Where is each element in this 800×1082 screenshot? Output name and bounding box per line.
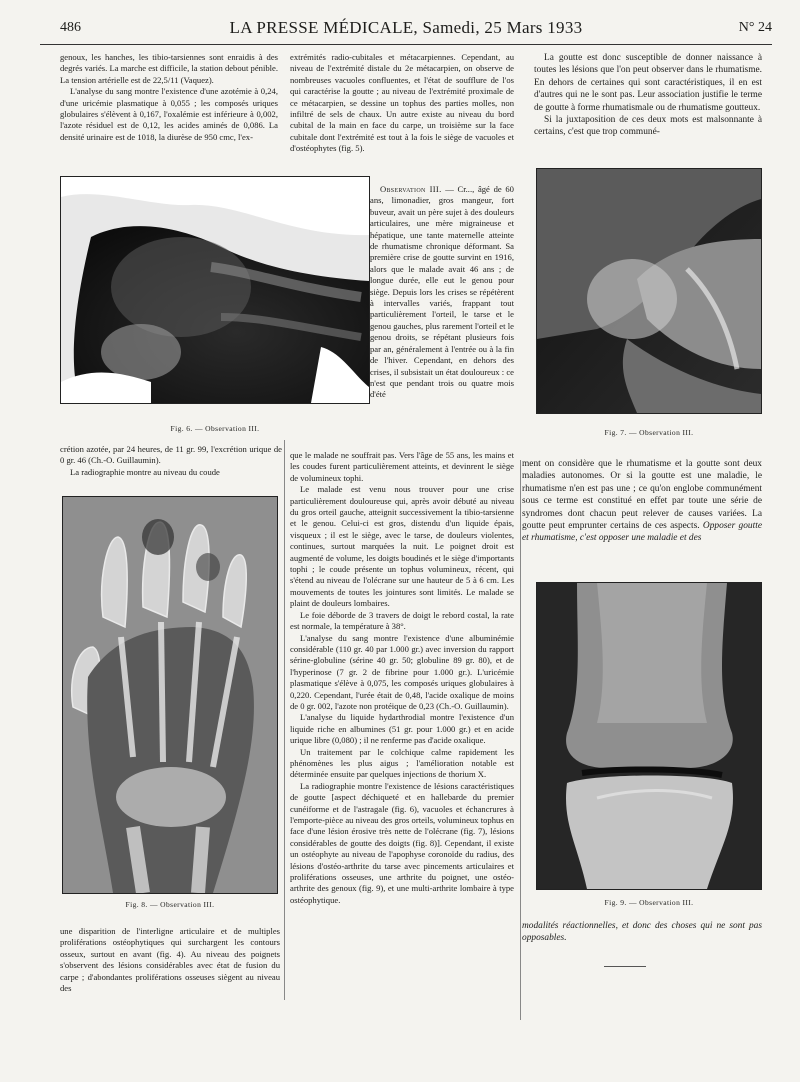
paragraph: ment on considère que le rhumatisme et la goutte sont deux maladies autonomes. Or si la goutte est une maladie, le rhumatisme n'en est pas une ; ce qu'on englobe communément sous ce terme est constitué en effet par toute une série de syndromes dont chacun peut relever de causes variées. La goutte peut emprunter certains de ces aspects. xyxy=(522,459,762,532)
paragraph: Si la juxtaposition de ces deux mots est malsonnante à certains, c'est que trop communé- xyxy=(534,115,762,138)
paragraph: genoux, les hanches, les tibio-tarsiennes sont enraidis à des degrés variés. La marche est difficile, la station debout pénible. La tension artérielle est de 22,5/11 (Vaquez). xyxy=(60,52,278,85)
col1-mid-text xyxy=(60,444,282,478)
paragraph: La radiographie montre l'existence de lésions caractéristiques de goutte [aspect déchiqueté et en hallebarde du premier cunéiforme et de l'astragale (fig. 6), vacuoles et échancrures à l'emporte-pièce au niveau des gros orteils, volumineux tophus en face d'une lésion érosive très nette de l'olécrane (fig. 7), lésions considérables de goutte des doigts (fig. 8)]. Cependant, il existe un ostéophyte au niveau de l'apophyse coronoïde du radius, des lésions d'ostéo-arthrite du tarse avec pincements articulaires et proliférations osseuses, une arthrite du poignet, une ostéo-arthrite des genoux (fig. 9), et une multi-arthrite lombaire à type ostéophytique. xyxy=(290,780,514,905)
paragraph: Un traitement par le colchique calme rapidement les phénomènes les plus aigus ; l'amélioration notable est déterminée ensuite par quelques injections de thorium X. xyxy=(290,746,514,780)
paragraph: L'analyse du sang montre l'existence d'une albuminémie considérable (110 gr. 40 par 1.000 gr.) avec inversion du rapport sérine-globuline (sérine 40 gr. 50; globuline 89 gr. 80), et de l'hyperinose (7 gr. 2 de fibrine pour 1.000 gr.). L'uricémie plasmatique s'élève à 0,075, les composés uriques globulaires à 0,220. Cependant, l'urée était de 0,48, l'acide oxalique de moins de 0 gr. 002, l'azote non protéique de 0,23 (Ch.-O. Guillaumin). xyxy=(290,632,514,711)
header-rule xyxy=(40,44,772,45)
figure-7-elbow-radiograph xyxy=(536,168,762,414)
paragraph: extrémités radio-cubitales et métacarpiennes. Cependant, au niveau de l'extrémité distale du 2e métacarpien, on observe de nombreuses vacuoles confluentes, et l'état de soufflure de l'os qui caractérise la goutte ; au niveau de l'extrémité proximale de ce métacarpien, se dessine un tophus des parties molles, non infiltré de sels de chaux. Un autre existe au niveau du bord cubital de la main en face du carpe, un troisième sur la face cubitale dont l'extrémité est tout à la fois le siège de vacuoles et d'ostéophytes (fig. 5). xyxy=(290,52,514,154)
issue-number: N° 24 xyxy=(738,20,772,35)
col2-top-text xyxy=(290,52,514,155)
paragraph: crétion azotée, par 24 heures, de 11 gr. 99, l'excrétion urique de 0 gr. 46 (Ch.-O. Guillaumin). xyxy=(60,444,282,466)
figure-8-hand-radiograph xyxy=(62,496,278,894)
paragraph: modalités réactionnelles, et donc des choses qui ne sont pas opposables. xyxy=(522,921,762,944)
col3-mid-text xyxy=(522,458,762,545)
running-header xyxy=(40,18,772,40)
figure-8-caption: Fig. 8. — Observation III. xyxy=(125,900,215,909)
italic-conclusion: Opposer goutte et rhumatisme, c'est opposer une maladie et des xyxy=(522,521,762,544)
col3-top-text xyxy=(534,52,762,139)
paragraph: L'analyse du sang montre l'existence d'une azotémie à 0,24, d'une uricémie plasmatique à 0,055 ; les composés uriques globulaires s'élèvent à 0,167, l'oxalémie est inférieure à 0,002, l'azote résiduel est de 0,12, les acides aminés de 0,086. La densité urinaire est de 1018, la diurèse de 950 cmc, l'ex- xyxy=(60,86,278,142)
column-separator xyxy=(284,440,285,1000)
figure-7-caption: Fig. 7. — Observation III. xyxy=(604,428,694,437)
figure-9-caption: Fig. 9. — Observation III. xyxy=(604,898,694,907)
figure-6-caption: Fig. 6. — Observation III. xyxy=(170,424,260,433)
journal-title: LA PRESSE MÉDICALE, Samedi, 25 Mars 1933 xyxy=(229,18,583,37)
figure-6-foot-radiograph xyxy=(60,176,370,404)
figure-9-knee-radiograph xyxy=(536,582,762,890)
observation-text: — Cr..., âgé de 60 ans, limonadier, gros mangeur, fort buveur, avait un père sujet à des douleurs articulaires, une mère migraineuse et hépatique, une tante maternelle atteinte de rhumatisme chronique déformant. Sa première crise de goutte survint en 1916, alors que le malade avait 46 ans ; de longue durée, elle eut le genou pour siège. Depuis lors les crises se répétèrent à intervalles variés, frappant tout particulièrement l'orteil, le tarse et le genou gauches, plus rarement l'orteil et le genou droits, se répétant plusieurs fois par an, généralement à l'entrée ou à la fin de l'hiver. Cependant, en dehors des crises, il subsistait un état douloureux : ce n'est que pendant trois ou quatre mois d'été xyxy=(370,184,514,400)
paragraph: La radiographie montre au niveau du coude xyxy=(70,466,220,477)
paragraph: que le malade ne souffrait pas. Vers l'âge de 55 ans, les mains et les coudes furent particulièrement atteints, et devinrent le siège de volumineux tophi. xyxy=(290,450,514,483)
col1-top-text xyxy=(60,52,278,143)
paragraph: La goutte est donc susceptible de donner naissance à toutes les lésions que l'on peut observer dans le rhumatisme. En dehors de certaines qui sont caractéristiques, il en est d'autres qui ne le sont pas. Leur association justifie le terme de goutte à forme rhumatismale ou de rhumatisme goutteux. xyxy=(534,53,762,113)
paragraph: Le foie déborde de 3 travers de doigt le rebord costal, la rate est normale, la température à 38°. xyxy=(290,609,514,632)
col2-continued-text xyxy=(290,450,514,906)
page-number: 486 xyxy=(60,20,81,35)
observation-iii-text xyxy=(370,184,514,401)
end-rule xyxy=(604,966,646,967)
paragraph: L'analyse du liquide hydarthrodial montre l'existence d'un liquide riche en albumines (51 gr. pour 1.000 gr.) et en acide urique libre (0,080) ; il ne renferme pas d'acide oxalique. xyxy=(290,712,514,746)
col1-bottom-text xyxy=(60,926,280,994)
column-separator xyxy=(520,460,521,1020)
observation-label: Observation III. xyxy=(380,184,442,194)
paragraph: une disparition de l'interligne articulaire et de multiples proliférations ostéophytiques qui surchargent les contours osseux, surtout en avant (fig. 4). Au niveau des poignets s'observent des lésions considérables avec état de fusion du carpe ; d'abondantes proliférations osseuses siègent au niveau des xyxy=(60,926,280,994)
col3-end-text xyxy=(522,920,762,945)
paragraph: Le malade est venu nous trouver pour une crise particulièrement douloureuse qui, après avoir débuté au niveau du gros orteil gauche, atteignit successivement la tibio-tarsienne et le genou. Celui-ci est gros, distendu d'un liquide épais, visqueux ; il est le siège, avec le tarse, de douleurs violentes, continues, surtout marquées la nuit. Le poignet droit est augmenté de volume, les doigts boudinés et le siège d'importants tophi ; le coude présente un tophus volumineux, récent, qui s'étend au niveau de l'olécrane sur une hauteur de 5 à 6 cm. Les mouvements de toutes les jointures sont limités. Le malade se plaint de douleurs lombaires. xyxy=(290,484,514,609)
